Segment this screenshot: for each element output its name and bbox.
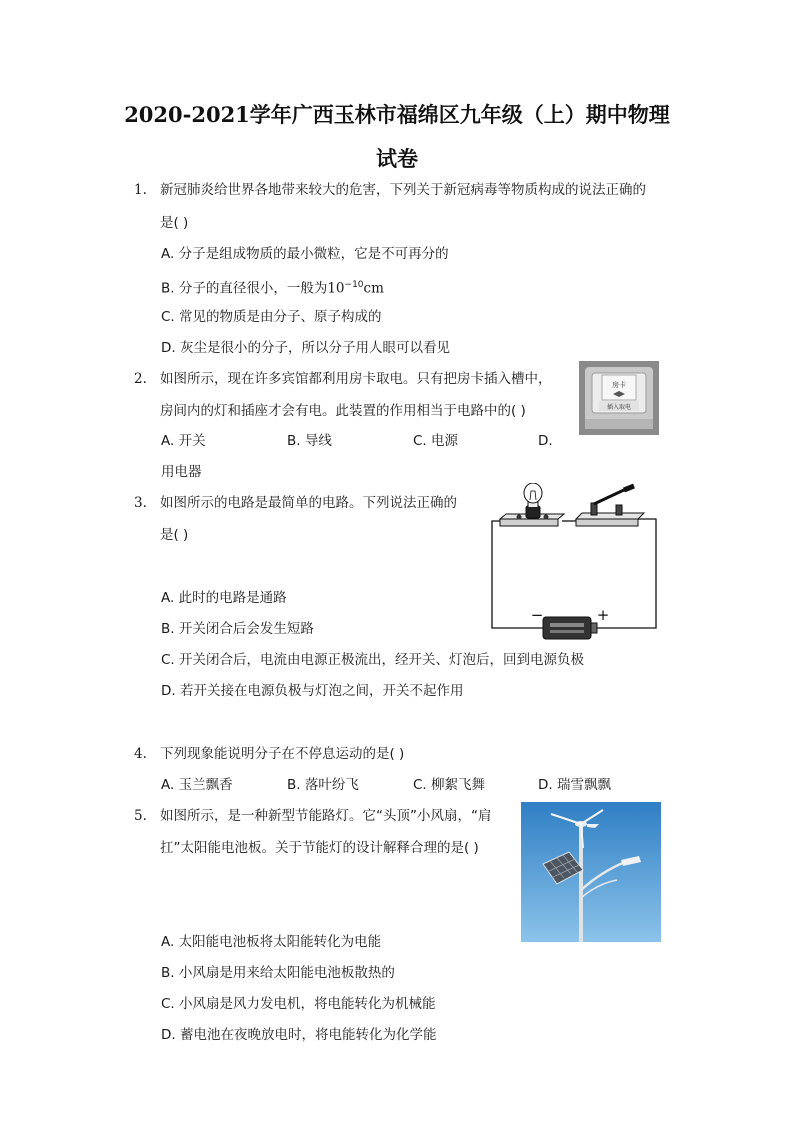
q2-option-d: D. <box>538 433 553 449</box>
title-line2: 试卷 <box>376 146 418 171</box>
q5-number: 5. <box>134 808 147 824</box>
switch-icon <box>576 486 644 526</box>
q1-option-b <box>161 276 384 298</box>
q5-option-c: C. 小风扇是风力发电机，将电能转化为机械能 <box>161 996 436 1012</box>
q2-stem-line2: 房间内的灯和插座才会有电。此装置的作用相当于电路中的( ) <box>160 403 526 419</box>
negative-terminal-label: − <box>530 606 544 624</box>
q4-option-c: C. 柳絮飞舞 <box>413 777 486 793</box>
q1-option-b-text: B. 分子的直径很小，一般为 <box>161 280 328 297</box>
positive-terminal-label: + <box>596 606 610 624</box>
q1-option-b-power: 10 <box>327 280 345 297</box>
q1-stem-line2: 是( ) <box>160 215 189 231</box>
battery-icon <box>543 617 597 639</box>
q3-option-a: A. 此时的电路是通路 <box>161 590 287 606</box>
lamp-icon <box>500 483 564 526</box>
q5-stem-line2: 扛”太阳能电池板。关于节能灯的设计解释合理的是( ) <box>160 840 479 856</box>
room-card-label: 房卡 <box>612 381 626 389</box>
q4-number: 4. <box>134 746 147 762</box>
q3-option-d: D. 若开关接在电源负极与灯泡之间，开关不起作用 <box>161 683 464 699</box>
q2-option-d-text: 用电器 <box>161 464 202 480</box>
circuit-diagram <box>488 483 660 641</box>
q1-stem-line1: 新冠肺炎给世界各地带来较大的危害，下列关于新冠病毒等物质构成的说法正确的 <box>160 182 646 198</box>
q2-option-a: A. 开关 <box>161 433 206 449</box>
q3-option-c: C. 开关闭合后，电流由电源正极流出，经开关、灯泡后，回到电源负极 <box>161 652 585 668</box>
q5-option-b: B. 小风扇是用来给太阳能电池板散热的 <box>161 965 395 981</box>
q2-option-b: B. 导线 <box>287 433 332 449</box>
room-card-slot-image <box>579 361 659 435</box>
q3-stem-line2: 是( ) <box>160 527 189 543</box>
q1-option-b-unit: cm <box>363 280 384 297</box>
title-line1: 2020-2021学年广西玉林市福绵区九年级（上）期中物理 <box>124 102 670 127</box>
q3-stem-line1: 如图所示的电路是最简单的电路。下列说法正确的 <box>160 495 457 511</box>
street-lamp-image <box>521 802 661 942</box>
q2-stem-line1: 如图所示，现在许多宾馆都利用房卡取电。只有把房卡插入槽中， <box>160 371 552 387</box>
q1-option-c: C. 常见的物质是由分子、原子构成的 <box>161 309 382 325</box>
q4-option-d: D. 瑞雪飘飘 <box>538 777 611 793</box>
q3-option-b: B. 开关闭合后会发生短路 <box>161 621 314 637</box>
q1-option-a: A. 分子是组成物质的最小微粒，它是不可再分的 <box>161 246 449 262</box>
q5-option-d: D. 蓄电池在夜晚放电时，将电能转化为化学能 <box>161 1027 437 1043</box>
q5-stem-line1: 如图所示，是一种新型节能路灯。它“头顶”小风扇，“肩 <box>160 808 492 824</box>
q4-option-b: B. 落叶纷飞 <box>287 777 359 793</box>
q4-option-a: A. 玉兰飘香 <box>161 777 233 793</box>
q4-stem-line1: 下列现象能说明分子在不停息运动的是( ) <box>160 746 405 762</box>
q1-number: 1. <box>134 182 147 198</box>
q2-option-c: C. 电源 <box>413 433 459 449</box>
q1-option-b-exponent: −10 <box>344 280 364 290</box>
q3-number: 3. <box>134 495 147 511</box>
q1-option-d: D. 灰尘是很小的分子，所以分子用人眼可以看见 <box>161 340 450 356</box>
q5-option-a: A. 太阳能电池板将太阳能转化为电能 <box>161 934 382 950</box>
insert-power-label: 插入取电 <box>606 404 632 411</box>
q2-number: 2. <box>134 371 147 387</box>
